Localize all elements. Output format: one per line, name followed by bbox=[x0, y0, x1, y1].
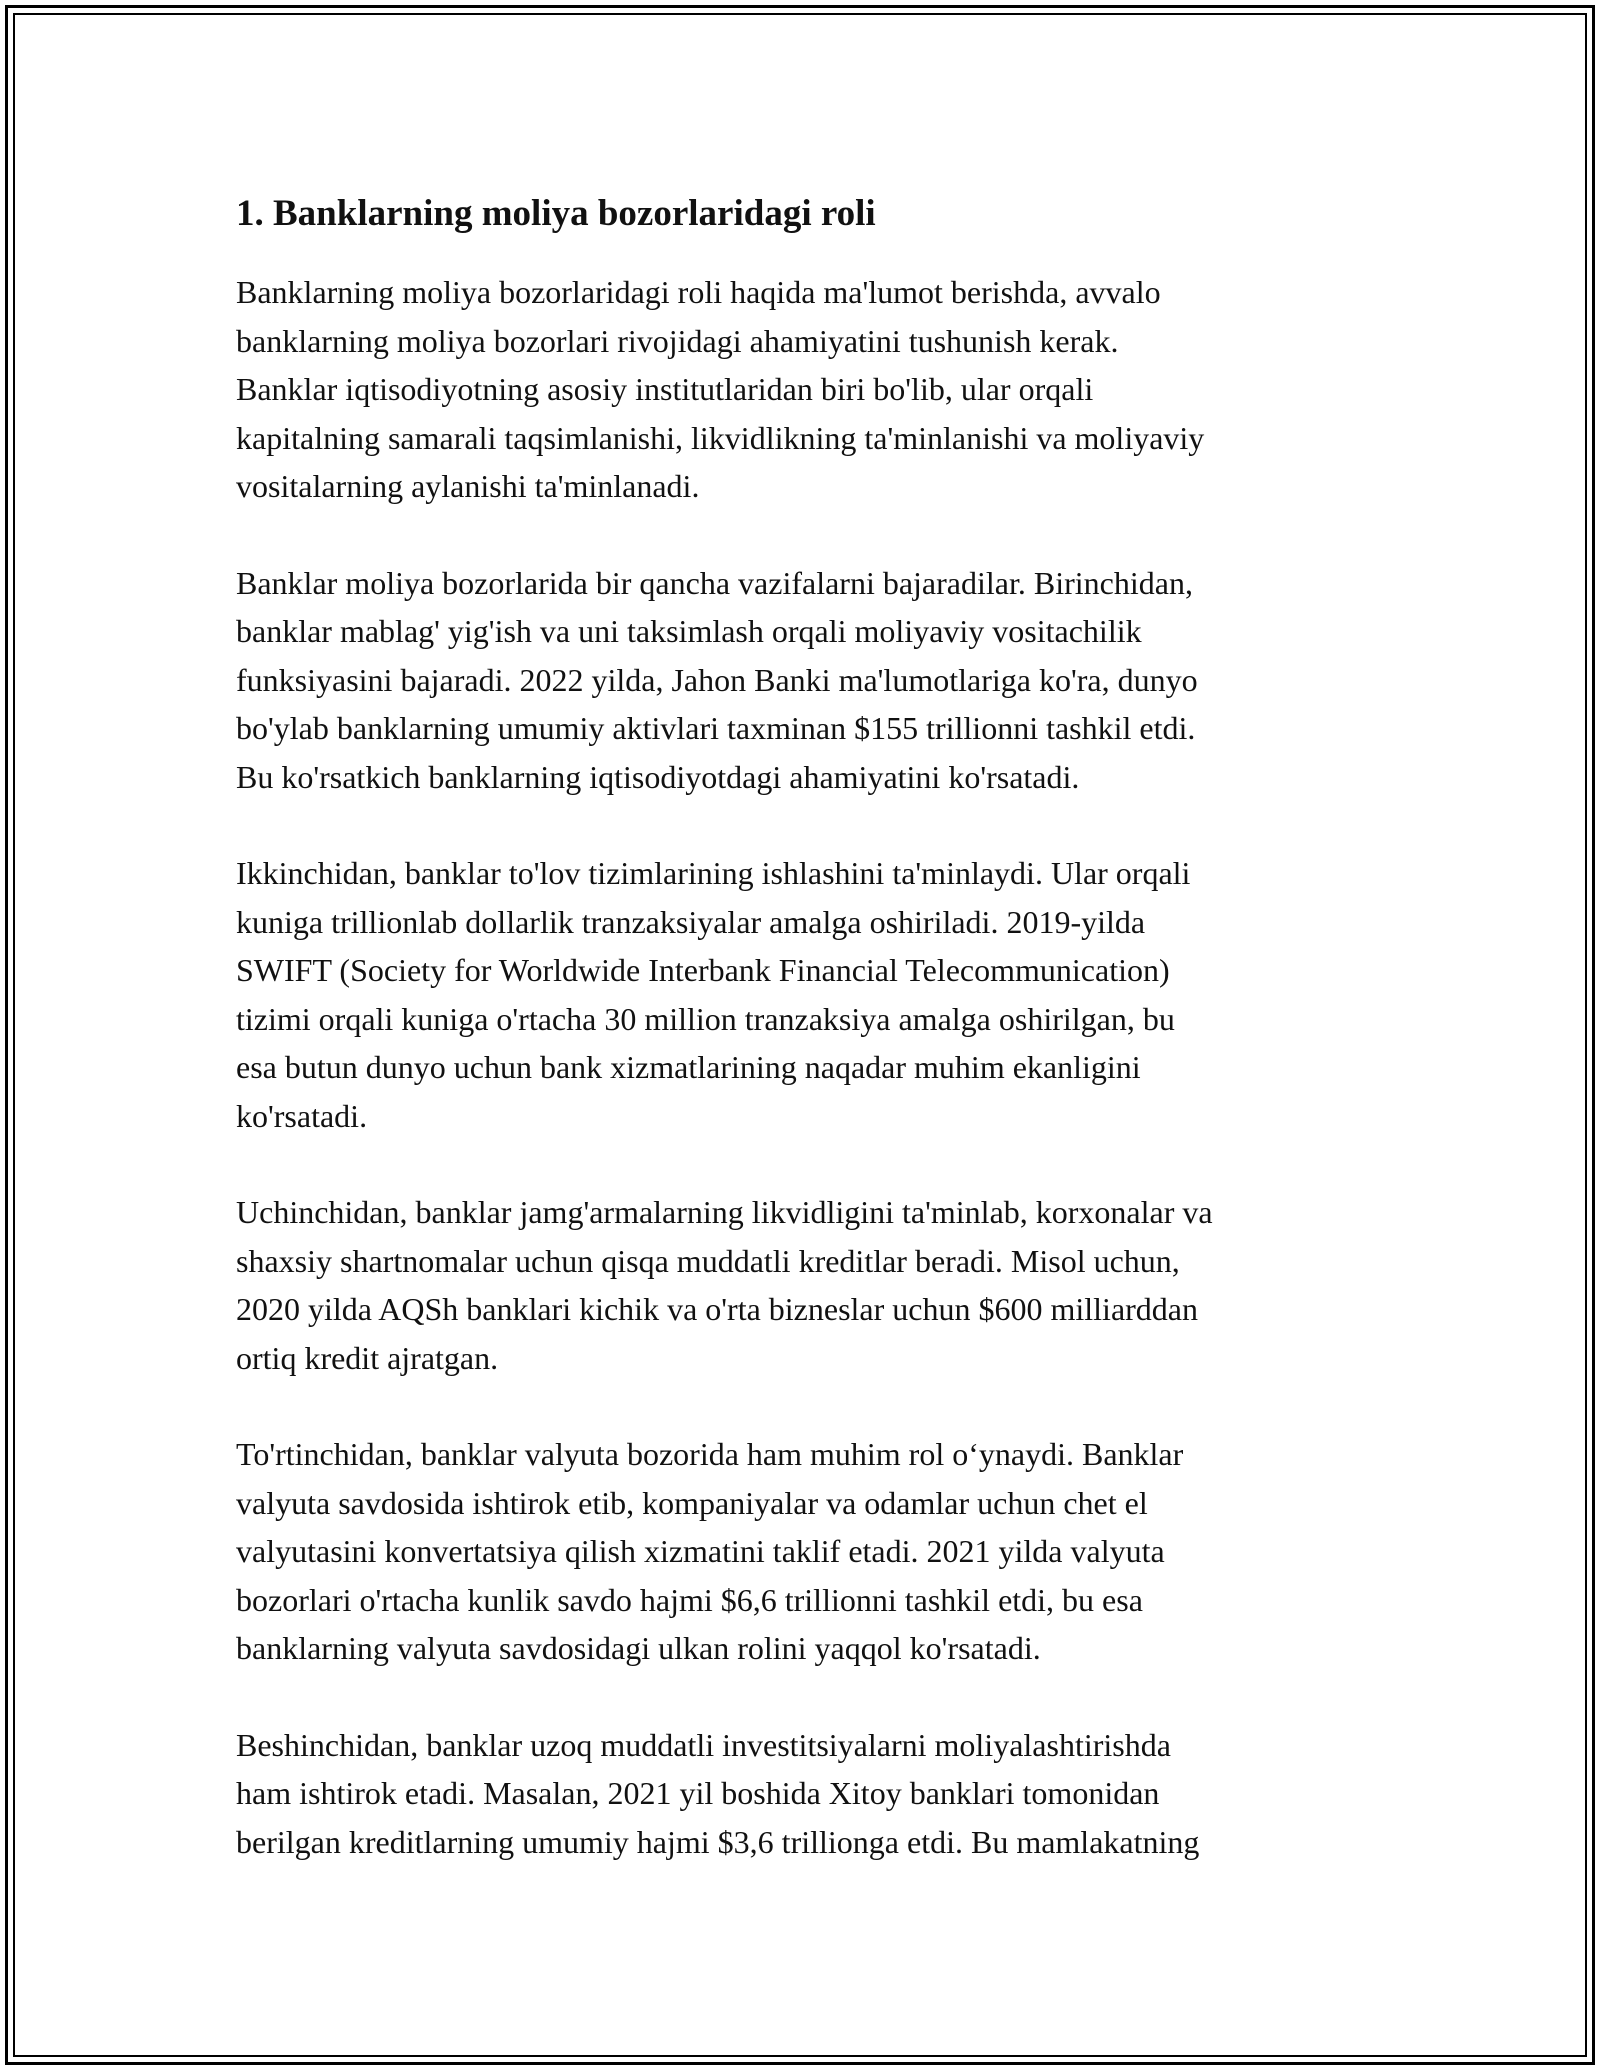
text-line: Uchinchidan, banklar jamg'armalarning likvidligini ta'minlab, korxonalar va bbox=[236, 1194, 1213, 1230]
text-line: berilgan kreditlarning umumiy hajmi $3,6 trillionga etdi. Bu mamlakatning bbox=[236, 1823, 1200, 1860]
text-line: tizimi orqali kuniga o'rtacha 30 million tranzaksiya amalga oshirilgan, bu bbox=[236, 1000, 1175, 1037]
text-line: banklar mablag' yig'ish va uni taksimlash orqali moliyaviy vositachilik bbox=[236, 613, 1142, 649]
text-line: Bu ko'rsatkich banklarning iqtisodiyotdagi ahamiyatini ko'rsatadi. bbox=[236, 758, 1080, 795]
text-line: bozorlari o'rtacha kunlik savdo hajmi $6,6 trillionni tashkil etdi, bu esa bbox=[236, 1581, 1143, 1618]
section-heading: 1. Banklarning moliya bozorlaridagi roli bbox=[236, 193, 876, 234]
text-line: SWIFT (Society for Worldwide Interbank Financial Telecommunication) bbox=[236, 952, 1170, 988]
text-line: shaxsiy shartnomalar uchun qisqa muddatli kreditlar beradi. Misol uchun, bbox=[236, 1242, 1180, 1279]
text-line: esa butun dunyo uchun bank xizmatlarining naqadar muhim ekanligini bbox=[236, 1049, 1141, 1085]
document-body bbox=[236, 186, 1376, 1914]
text-line: bo'ylab banklarning umumiy aktivlari taxminan $155 trillionni tashkil etdi. bbox=[236, 710, 1196, 746]
paragraph-first-function bbox=[236, 559, 1376, 802]
text-line: To'rtinchidan, banklar valyuta bozorida ham muhim rol o‘ynaydi. Banklar bbox=[236, 1436, 1184, 1472]
text-line: valyuta savdosida ishtirok etib, kompaniyalar va odamlar uchun chet el bbox=[236, 1484, 1148, 1521]
paragraph-fifth-function bbox=[236, 1721, 1376, 1867]
text-line: 2020 yilda AQSh banklari kichik va o'rta bizneslar uchun $600 milliarddan bbox=[236, 1291, 1198, 1327]
text-line: ko'rsatadi. bbox=[236, 1097, 368, 1134]
text-line: funksiyasini bajaradi. 2022 yilda, Jahon Banki ma'lumotlariga ko'ra, dunyo bbox=[236, 661, 1198, 698]
paragraph-fourth-function bbox=[236, 1430, 1376, 1673]
text-line: Banklarning moliya bozorlaridagi roli haqida ma'lumot berishda, avvalo bbox=[236, 274, 1161, 310]
text-line: kapitalning samarali taqsimlanishi, likvidlikning ta'minlanishi va moliyaviy bbox=[236, 419, 1205, 456]
text-line: kuniga trillionlab dollarlik tranzaksiyalar amalga oshiriladi. 2019-yilda bbox=[236, 903, 1146, 940]
text-line: banklarning moliya bozorlari rivojidagi ahamiyatini tushunish kerak. bbox=[236, 322, 1119, 359]
paragraph-intro bbox=[236, 268, 1376, 511]
text-line: Beshinchidan, banklar uzoq muddatli investitsiyalarni moliyalashtirishda bbox=[236, 1726, 1171, 1763]
text-line: banklarning valyuta savdosidagi ulkan rolini yaqqol ko'rsatadi. bbox=[236, 1630, 1041, 1666]
text-line: Ikkinchidan, banklar to'lov tizimlarining ishlashini ta'minlaydi. Ular orqali bbox=[236, 855, 1191, 891]
paragraph-second-function bbox=[236, 849, 1376, 1140]
text-line: valyutasini konvertatsiya qilish xizmatini taklif etadi. 2021 yilda valyuta bbox=[236, 1533, 1165, 1569]
text-line: Banklar moliya bozorlarida bir qancha vazifalarni bajaradilar. Birinchidan, bbox=[236, 564, 1193, 601]
text-line: ham ishtirok etadi. Masalan, 2021 yil boshida Xitoy banklari tomonidan bbox=[236, 1775, 1160, 1811]
text-line: vositalarning aylanishi ta'minlanadi. bbox=[236, 468, 700, 504]
paragraph-third-function bbox=[236, 1188, 1376, 1382]
text-line: ortiq kredit ajratgan. bbox=[236, 1339, 499, 1376]
text-line: Banklar iqtisodiyotning asosiy institutlaridan biri bo'lib, ular orqali bbox=[236, 371, 1094, 407]
